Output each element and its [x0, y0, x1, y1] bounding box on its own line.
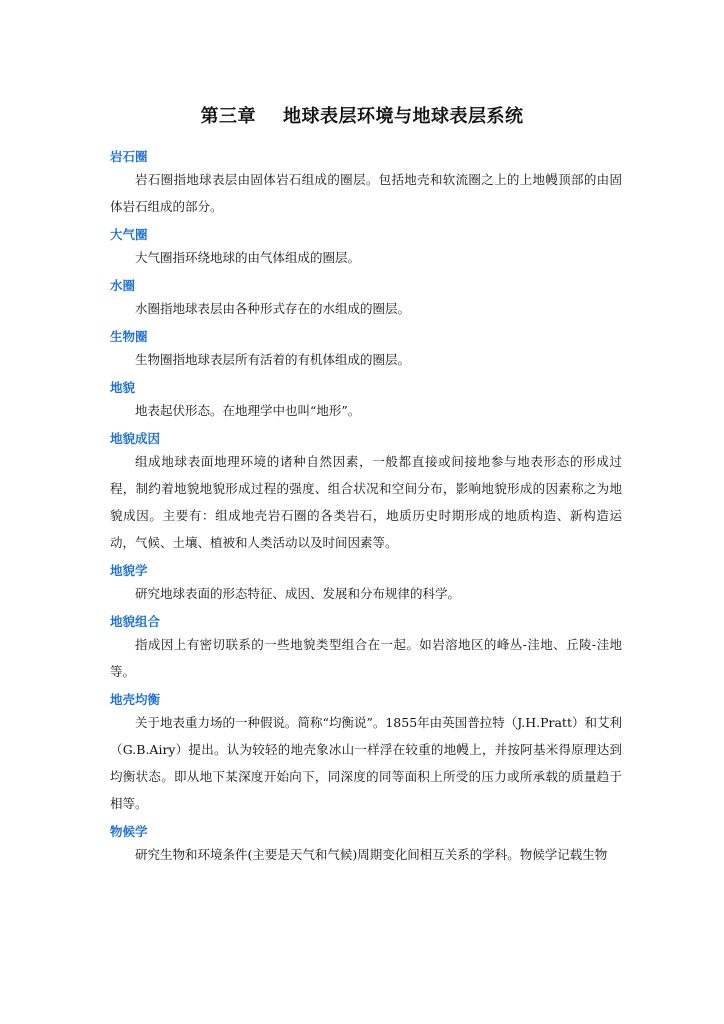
entry-atmosphere: [110, 226, 622, 271]
entry-biosphere: [110, 328, 622, 373]
term-definition: 研究地球表面的形态特征、成因、发展和分布规律的科学。: [135, 586, 461, 601]
term-heading: 地壳均衡: [110, 692, 161, 707]
entry-isostasy: [110, 691, 622, 817]
term-definition: 生物圈指地球表层所有活着的有机体组成的圈层。: [135, 352, 411, 367]
entry-landform-assemblage: [110, 613, 622, 685]
term-definition: 岩石圈指地球表层由固体岩石组成的圈层。包括地壳和软流圈之上的上地幔顶部的由固体岩石组成的部分。: [110, 172, 622, 214]
entry-phenology: [110, 823, 622, 868]
term-heading: 大气圈: [110, 227, 148, 242]
term-definition: 地表起伏形态。在地理学中也叫“地形”。: [135, 403, 361, 418]
term-heading: 地貌: [110, 380, 136, 395]
term-heading: 地貌学: [110, 563, 148, 578]
term-heading: 生物圈: [110, 329, 148, 344]
entry-lithosphere: [110, 148, 622, 220]
entry-landform-genesis: [110, 430, 622, 556]
term-definition: 研究生物和环境条件(主要是天气和气候)周期变化间相互关系的学科。物候学记载生物: [135, 847, 608, 862]
document-body: [110, 148, 622, 874]
entry-hydrosphere: [110, 277, 622, 322]
entry-landform: [110, 379, 622, 424]
term-heading: 地貌组合: [110, 614, 161, 629]
term-heading: 物候学: [110, 824, 148, 839]
entry-geomorphology: [110, 562, 622, 607]
term-heading: 水圈: [110, 278, 136, 293]
term-definition: 指成因上有密切联系的一些地貌类型组合在一起。如岩溶地区的峰丛-洼地、丘陵-洼地等。: [110, 637, 622, 679]
term-heading: 岩石圈: [110, 149, 148, 164]
term-definition: 水圈指地球表层由各种形式存在的水组成的圈层。: [135, 301, 411, 316]
term-definition: 关于地表重力场的一种假说。简称“均衡说”。1855年由英国普拉特（J.H.Pratt）和艾利（G.B.Airy）提出。认为较轻的地壳象冰山一样浮在较重的地幔上，并按阿基米得原理达到均衡状态。即从地下某深度开始向下，同深度的同等面积上所受的压力或所承载的质量趋于相等。: [110, 715, 622, 811]
term-definition: 大气圈指环绕地球的由气体组成的圈层。: [135, 250, 361, 265]
term-definition: 组成地球表面地理环境的诸种自然因素，一般都直接或间接地参与地表形态的形成过程，制约着地貌地貌形成过程的强度、组合状况和空间分布，影响地貌形成的因素称之为地貌成因。主要有：组成地壳岩石圈的各类岩石，地质历史时期形成的地质构造、新构造运动，气候、土壤、植被和人类活动以及时间因素等。: [110, 454, 622, 550]
page-title: 第三章 地球表层环境与地球表层系统: [200, 106, 524, 127]
term-heading: 地貌成因: [110, 431, 161, 446]
